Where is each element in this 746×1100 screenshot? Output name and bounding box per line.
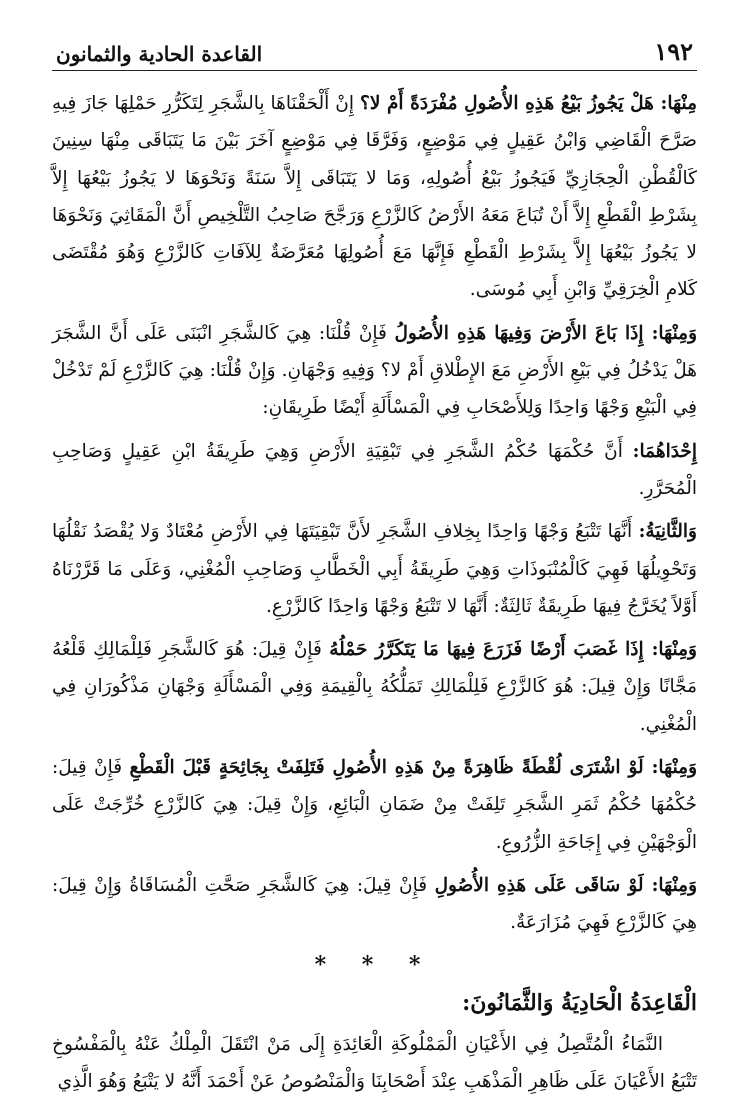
section-paragraph: النَّمَاءُ الْمُتَّصِلُ فِي الأَعْيَانِ الْمَمْلُوكَةِ الْعَائِدَةِ إِلَى مَنْ انْتَقَلَ الْمِلْكُ عَنْهُ بِالْمَفْسُوخِ تَتْبَعُ الأَعْيَانَ عَلَى ظَاهِرِ الْمَذْهَبِ عِنْدَ أَصْحَابِنَا وَالْمَنْصُوصُ عَنْ أَحْمَدَ أَنَّهُ لا يَتْبَعُ وَهُوَ الَّذِي — [52, 1033, 697, 1092]
paragraph — [52, 433, 697, 508]
paragraph-lead: وَالثَّانِيَةُ: — [638, 521, 697, 543]
section-separator: * * * — [314, 951, 435, 978]
paragraph — [52, 85, 697, 309]
paragraph-text: أَنَّهَا تَتْبَعُ وَجْهًا وَاحِدًا بِخِلافِ الشَّجَرِ لأَنَّ تَبْقِيَتَهَا فِي الأَرْضِ مُعْتَادٌ وَلا يُقْصَدُ نَقْلُهَا وَتَحْوِيلُهَا فَهِيَ كَالْمُنْبَوذَاتِ وَهِيَ طَرِيقَةُ أَبِي الْخَطَّابِ وَصَاحِبِ الْمُغْنِي، وَعَلَى مَا قَرَّرْنَاهُ أَوَّلاً يُخَرَّجُ فِيهَا طَرِيقَةٌ ثَالِثَةٌ: أَنَّهَا لا تَتْبَعُ وَجْهًا وَاحِدًا كَالزَّرْعِ. — [52, 521, 697, 617]
paragraph — [52, 631, 697, 743]
page-body — [52, 85, 697, 1100]
paragraph — [52, 867, 697, 942]
book-page — [52, 32, 698, 1092]
page-number: ١٩٢ — [654, 37, 693, 66]
paragraph-lead: إِحْدَاهُمَا: — [632, 440, 697, 462]
paragraph-text: إِنْ أَلْحَقْنَاهَا بِالشَّجَرِ لِتَكَرُّرِ حَمْلِهَا جَازَ فِيهِ صَرَّحَ الْقَاضِي وَابْنُ عَقِيلٍ فِي مَوْضِعٍ، وَفَرَّقَا فِي مَوْضِعٍ آخَرَ بَيْنَ مَا يَتَبَاقَى مِنْهَا سِنِينَ كَالْقُطْنِ الْحِجَازِيِّ فَيَجُوزُ بَيْعُ أُصُولِهِ، وَمَا لا يَتَبَاقَى إِلاَّ سَنَةً وَنَحْوَهَا لا يَجُوزُ بَيْعُهَا إِلاَّ بِشَرْطِ الْقَطْعِ إِلاَّ أَنْ تُبَاعَ مَعَهُ الأَرْضُ كَالزَّرْعِ وَرَجَّحَ صَاحِبُ التَّلْخِيصِ أَنَّ الْمَقَاثِيَ وَنَحْوَهَا لا يَجُوزُ بَيْعُهَا إِلاَّ بِشَرْطِ الْقَطْعِ فَإِنَّهَا مَعَ أُصُولِهَا مُعَرَّضَةٌ لِلآفَاتِ كَالزَّرْعِ وَهُوَ مُقْتَضَى كَلامِ الْخِرَقِيِّ وَابْنِ أَبِي مُوسَى. — [52, 93, 697, 301]
paragraph-lead: وَمِنْهَا: لَوْ سَاقَى عَلَى هَذِهِ الأُصُولِ — [434, 874, 698, 896]
section-body — [52, 1026, 697, 1100]
page-header — [52, 32, 697, 71]
paragraph-text: فَإِنْ قِيلَ: حُكْمُهَا حُكْمُ ثَمَرِ الشَّجَرِ تَلِفَتْ مِنْ ضَمَانِ الْبَائِعِ، وَإِنْ قِيلَ: هِيَ كَالزَّرْعِ خُرِّجَتْ عَلَى الْوَجْهَيْنِ فِي إِجَاحَةِ الزُّرُوعِ. — [52, 757, 697, 853]
paragraph — [52, 749, 697, 861]
running-title: القاعدة الحادية والثمانون — [56, 42, 263, 66]
paragraph-lead: مِنْهَا: هَلْ يَجُوزُ بَيْعُ هَذِهِ الأُصُولِ مُفْرَدَةً أَمْ لا؟ — [360, 93, 697, 114]
section-heading: الْقَاعِدَةُ الْحَادِيَةُ وَالثَّمَانُونَ: — [462, 989, 697, 1016]
paragraph-lead: وَمِنْهَا: إِذَا بَاعَ الأَرْضَ وَفِيهَا هَذِهِ الأُصُولُ — [394, 322, 697, 344]
paragraph-text: فَإِنْ قُلْنَا: هِيَ كَالشَّجَرِ انْبَنَى عَلَى أَنَّ الشَّجَرَ هَلْ يَدْخُلُ فِي بَيْعِ الأَرْضِ مَعَ الإِطْلاقِ أَمْ لا؟ وَفِيهِ وَجْهَانِ. وَإِنْ قُلْنَا: هِيَ كَالزَّرْعِ لَمْ تَدْخُلْ فِي الْبَيْعِ وَجْهًا وَاحِدًا وَلِلأَصْحَابِ فِي الْمَسْأَلَةِ أَيْضًا طَرِيقَانِ: — [52, 322, 697, 419]
paragraph-text: فَإِنْ قِيلَ: هُوَ كَالشَّجَرِ فَلِلْمَالِكِ قَلْعُهُ مَجَّانًا وَإِنْ قِيلَ: هُوَ كَالزَّرْعِ فَلِلْمَالِكِ تَمَلُّكُهُ بِالْقِيمَةِ وَفِي الْمَسْأَلَةِ وَجْهَانِ مَذْكُورَانِ فِي الْمُغْنِي. — [52, 639, 697, 735]
paragraph-lead: وَمِنْهَا: لَوْ اشْتَرَى لُقْطَةً ظَاهِرَةً مِنْ هَذِهِ الأُصُولِ فَتَلِفَتْ بِجَائِحَةٍ قَبْلَ الْقَطْعِ — [129, 757, 697, 779]
paragraph-text: فَإِنْ قِيلَ: هِيَ كَالشَّجَرِ صَحَّتِ الْمُسَاقَاةُ وَإِنْ قِيلَ: هِيَ كَالزَّرْعِ فَهِيَ مُزَارَعَةٌ. — [52, 874, 697, 934]
paragraph — [52, 315, 697, 427]
paragraph-text: أَنَّ حُكْمَهَا حُكْمُ الشَّجَرِ فِي تَبْقِيَةِ الأَرْضِ وَهِيَ طَرِيقَةُ ابْنِ عَقِيلٍ وَصَاحِبِ الْمُحَرَّرِ. — [52, 440, 697, 499]
paragraph-lead: وَمِنْهَا: إِذَا غَصَبَ أَرْضًا فَزَرَعَ فِيهَا مَا يَتَكَرَّرُ حَمْلُهُ — [329, 639, 697, 661]
paragraph — [52, 513, 697, 625]
